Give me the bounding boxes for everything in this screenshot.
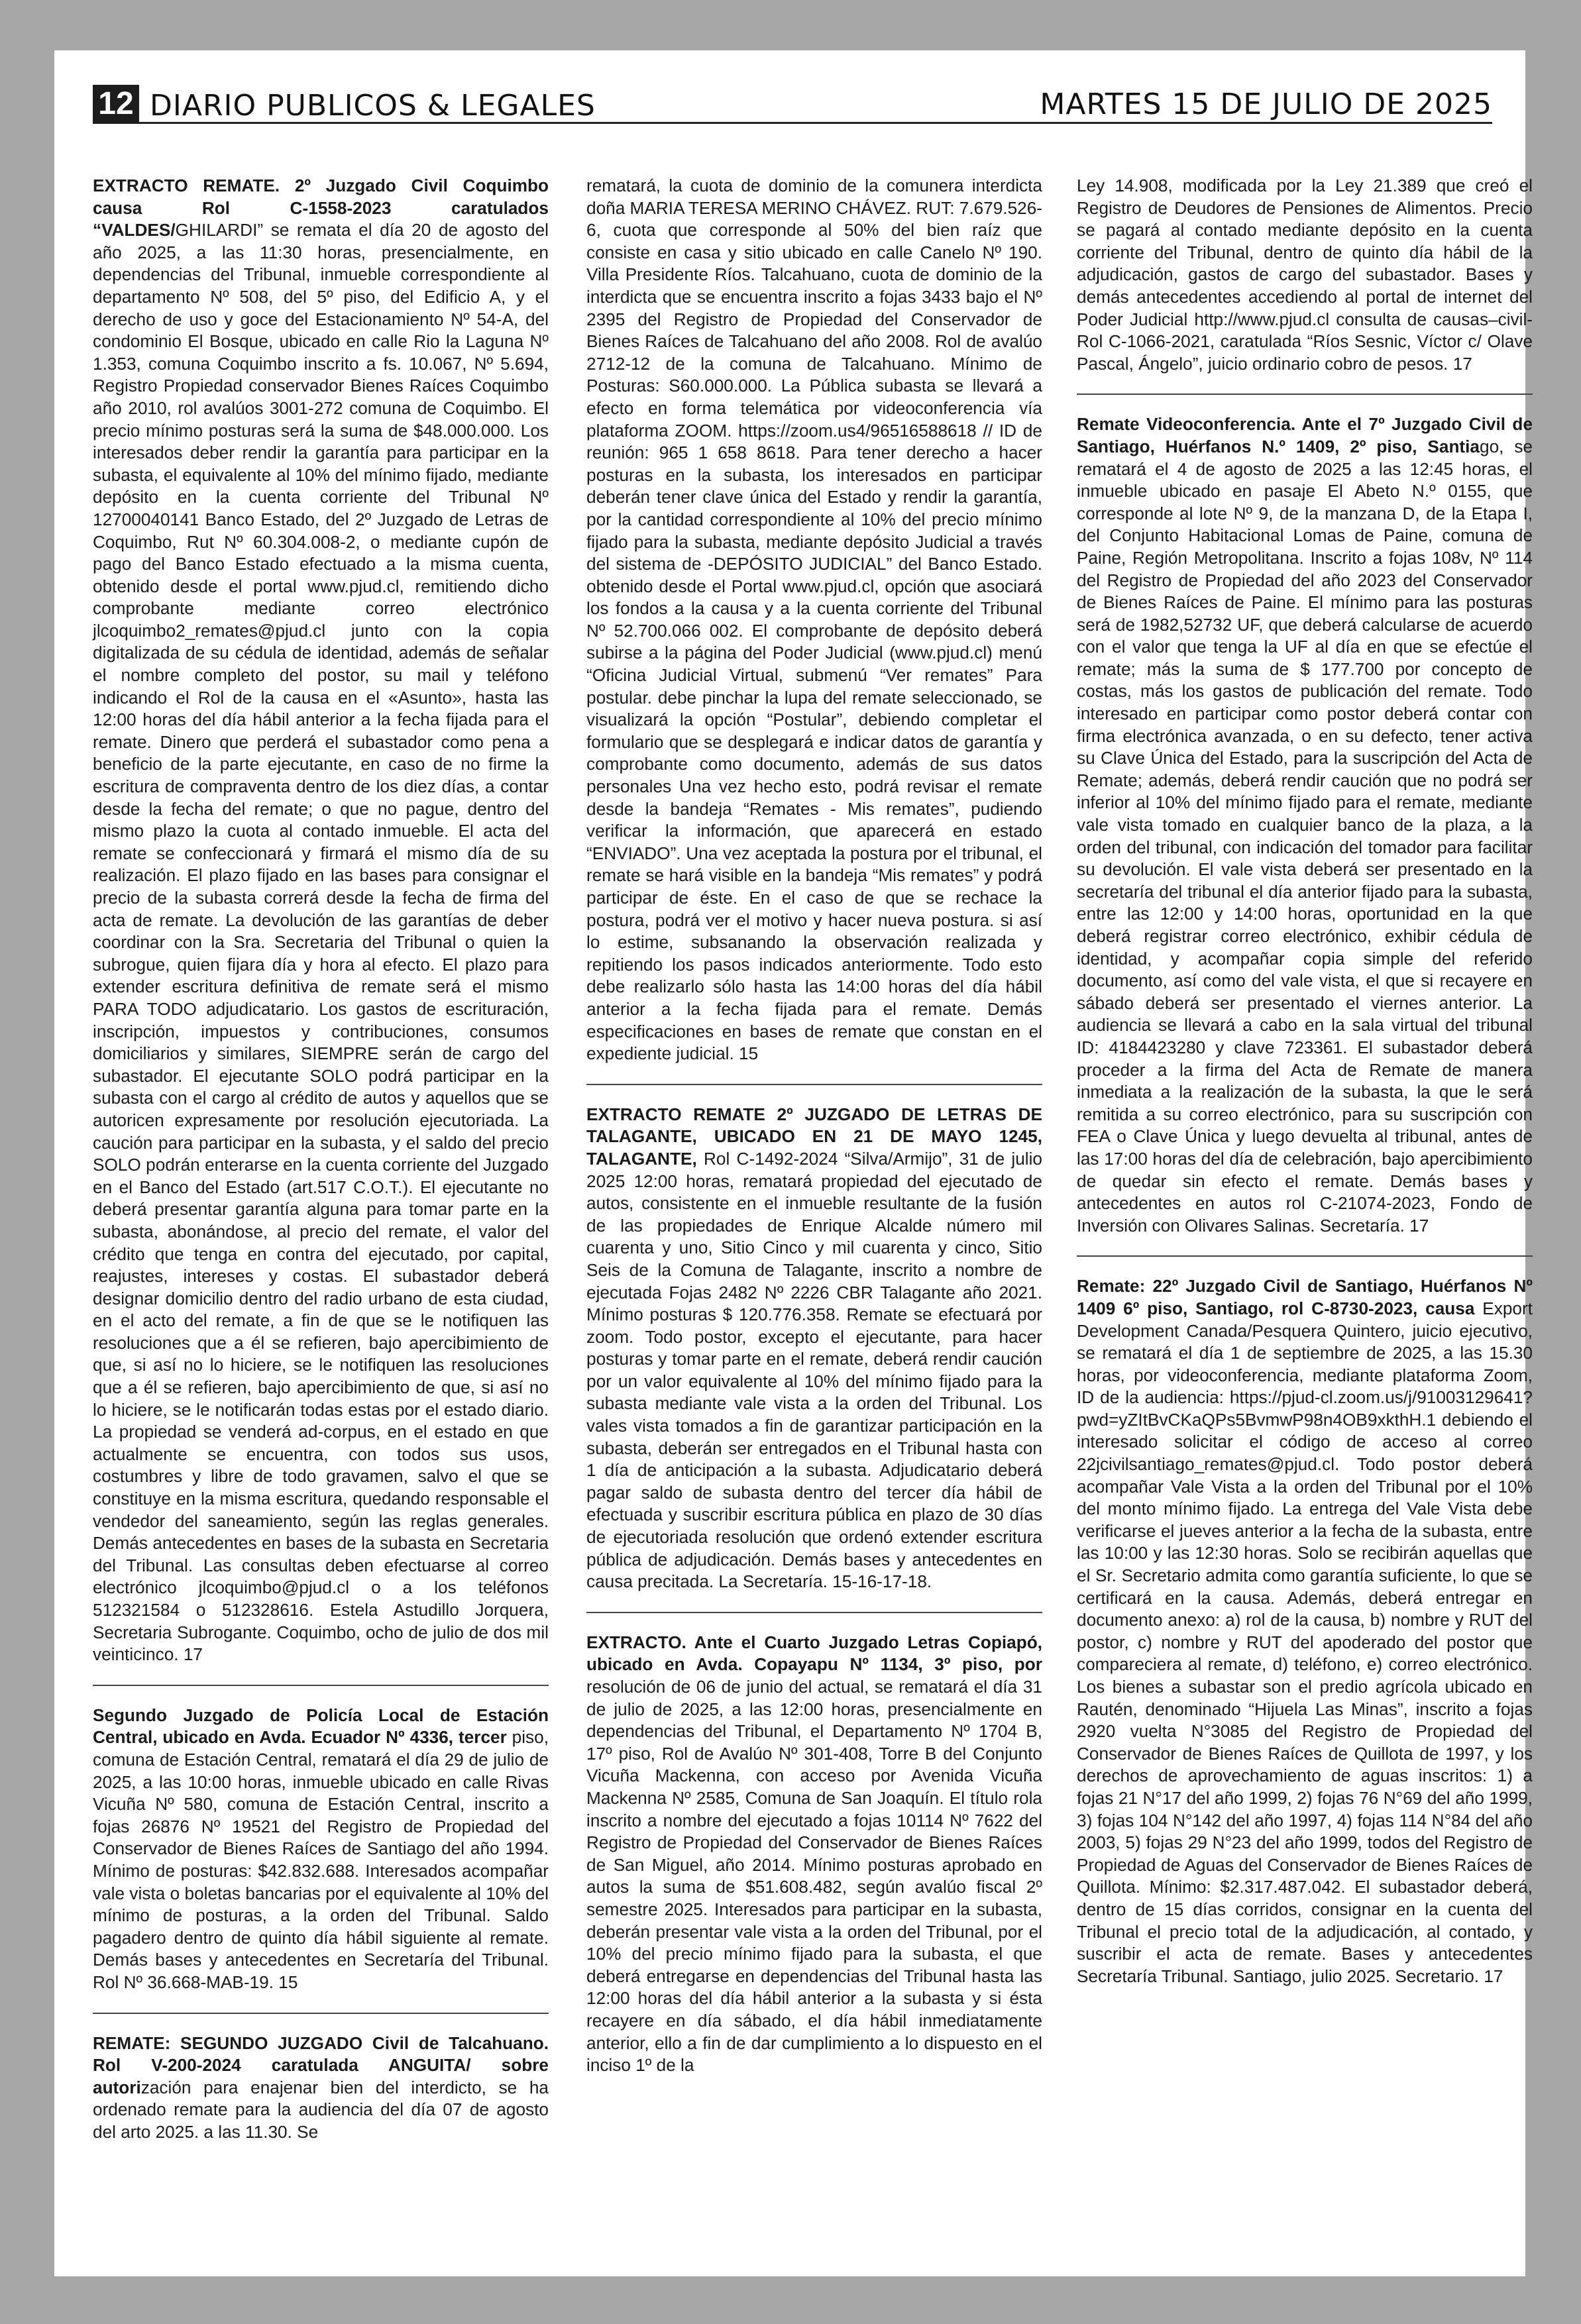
notice-body: Rol C-1492-2024 “Silva/Armijo”, 31 de julio 2025 12:00 horas, rematará propiedad del ejecutado de autos, consistente en el inmueble resultante de la fusión de las propiedades de Enrique Alcalde número mil cuarenta y uno, Sitio Cinco y mil cuarenta y cinco, Sitio Seis de la Comuna de Talagante, inscrito a nombre de ejecutada Fojas 2482 Nº 2226 CBR Talagante año 2021. Mínimo posturas $ 120.776.358. Remate se efectuará por zoom. Todo postor, excepto el ejecutante, para hacer posturas y tomar parte en el remate, deberá rendir caución por un valor equivalente al 10% del mínimo fijado para la subasta mediante vale vista a la orden del Tribunal. Los vales vista tomados a fin de garantizar participación en la subasta, deberán ser entregados en el Tribunal hasta con 1 día de anticipación a la subasta. Adjudicatario deberá pagar saldo de subasta dentro del tercer día hábil de efectuada y suscribir escritura pública en plazo de 30 días de ejecutoriada resolución que ordenó extender escritura pública de adjudicación. Demás bases y antecedentes en causa precitada. La Secretaría. 15-16-17-18. [586,1148,1042,1592]
notice-remate-talcahuano [93,2033,549,2144]
notice-remate-coquimbo [93,175,549,1666]
notice-body: resolución de 06 de junio del actual, se rematará el día 31 de julio de 2025, a las 12:00 horas, presencialmente en dependencias del Tribunal, el Departamento Nº 1704 B, 17º piso, Rol de Avalúo Nº 301-408, Torre B del Conjunto Vicuña Mackenna, con acceso por Avenida Vicuña Mackenna Nº 2585, Comuna de San Joaquín. El título rola inscrito a nombre del ejecutado a fojas 10114 Nº 7622 del Registro de Propiedad del Conservador de Bienes Raíces de San Miguel, año 2014. Mínimo posturas aprobado en autos la suma de $51.608.482, según avalúo fiscal 2º semestre 2025. Interesados para participar en la subasta, deberán presentar vale vista a la orden del Tribunal, por el 10% del precio mínimo fijado para la subasta, el que deberá entregarse en dependencias del Tribunal hasta las 12:00 horas del día hábil anterior a la subasta y si ésta recayere en día sábado, el día hábil inmediatamente anterior, ello a fin de dar cumplimiento a lo dispuesto en el inciso 1º de la [586,1677,1042,2076]
notice-body: rematará, la cuota de dominio de la comunera interdicta doña MARIA TERESA MERINO CHÁVEZ. RUT: 7.679.526-6, cuota que corresponde al 50% del bien raíz que consiste en casa y sitio ubicado en calle Canelo Nº 190. Villa Presidente Ríos. Talcahuano, cuota de dominio de la interdicta que se encuentra inscrito a fojas 3433 bajo el Nº 2395 del Registro de Propiedad del Conservador de Bienes Raíces de Talcahuano del año 2008. Rol de avalúo 2712-12 de la comuna de Talcahuano. Mínimo de Posturas: S60.000.000. La Pública subasta se llevará a efecto en forma telemática por videoconferencia vía plataforma ZOOM. https://zoom.us4/96516588618 // ID de reunión: 965 1 658 8618. Para tener derecho a hacer posturas en la subasta, los interesados en participar deberán tener clave única del Estado y rendir la garantía, por la cantidad correspondiente al 10% del precio mínimo fijado para la subasta, mediante depósito Judicial a través del sistema de -DEPÓSITO JUDICIAL” del Banco Estado. obtenido desde el Portal www.pjud.cl, opción que asociará los fondos a la causa y a la cuenta corriente del Tribunal Nº 52.700.066 002. El comprobante de depósito deberá subirse a la página del Poder Judicial (www.pjud.cl) menú “Oficina Judicial Virtual, submenú “Ver remates” Para postular. debe pinchar la lupa del remate seleccionado, se visualizará la opción “Postular”, debiendo completar el formulario que se desplegará e indicar datos de garantía y comprobante como documento, además de sus datos personales Una vez hecho esto, podrá revisar el remate desde la bandeja “Remates - Mis remates”, pudiendo verificar la información, que aparecerá en estado “ENVIADO”. Una vez aceptada la postura por el tribunal, el remate se hará visible en la bandeja “Mis remates” y podrá participar de éste. En el caso de que se rechace la postura, podrá ver el motivo y hacer nueva postura. si así lo estime, subsanando la observación realizada y repitiendo los pasos indicados anteriormente. Todo esto debe realizarlo sólo hasta las 14:00 horas del día hábil anterior a la fecha fijada para el remate. Demás especificaciones en bases de remate que constan en el expediente judicial. 15 [586,176,1042,1064]
notice-remate-talagante [586,1104,1042,1593]
notice-remate-videoconferencia-7-juzgado [1077,413,1533,1237]
separator [1077,394,1533,395]
separator [93,1685,549,1686]
notice-body: Export Development Canada/Pesquera Quintero, juicio ejecutivo, se rematará el día 1 de septiembre de 2025, a las 15.30 horas, por videoconferencia, mediante plataforma Zoom, ID de la audiencia: https://pjud-cl.zoom.us/j/91003129641?pwd=yZItBvCKaQPs5BvmwP98n4OB9xkthH.1 debiendo el interesado solicitar el código de acceso al correo 22jcivilsantiago_remates@pjud.cl. Todo postor deberá acompañar Vale Vista a la orden del Tribunal por el 10% del monto mínimo fijado. La entrega del Vale Vista debe verificarse el jueves anterior a la fecha de la subasta, entre las 10:00 y las 12:30 horas. Solo se recibirán aquellas que el Sr. Secretario admita como garantía suficiente, lo que se certificará en la causa. Además, deberá entregar en documento anexo: a) rol de la causa, b) nombre y RUT del postor, c) nombre y RUT del apoderado del postor que compareciera al remate, d) teléfono, e) correo electrónico. Los bienes a subastar son el predio agrícola ubicado en Rautén, denominado “Hijuela Las Minas”, inscrito a fojas 2920 vuelta N°3085 del Registro de Propiedad del Conservador de Bienes Raíces de Quillota de 1997, y los derechos de aprovechamiento de aguas inscritos: 1) a fojas 21 N°17 del año 1999, 2) fojas 76 N°69 del año 1999, 3) fojas 104 N°142 del año 1997, 4) fojas 114 N°84 del año 2003, 5) fojas 29 N°23 del año 1999, todos del Registro de Propiedad de Aguas del Conservador de Bienes Raíces de Quillota. Mínimo: $2.317.487.042. El subastador deberá, dentro de 15 días corridos, consignar en la cuenta del Tribunal el precio total de la adjudicación, al contado, y suscribir el acta de remate. Bases y antecedentes Secretaría Tribunal. Santiago, julio 2025. Secretario. 17 [1077,1298,1533,1986]
notice-body: go, se rematará el 4 de agosto de 2025 a las 12:45 horas, el inmueble ubicado en pasaje El Abeto N.º 0155, que corresponde al lote Nº 9, de la manzana D, de la Etapa I, del Conjunto Habitacional Lomas de Paine, comuna de Paine, Región Metropolitana. Inscrito a fojas 108v, Nº 114 del Registro de Propiedad del año 2023 del Conservador de Bienes Raíces de Paine. El mínimo para las posturas será de 1982,52732 UF, que deberá calcularse de acuerdo con el valor que tenga la UF al día en que se efectúe el remate; más la suma de $ 177.700 por concepto de costas, más los gastos de publicación del remate. Todo interesado en participar como postor deberá contar con firma electrónica avanzada, o en su defecto, tener activa su Clave Única del Estado, para la suscripción del Acta de Remate; además, deberá rendir caución que no podrá ser inferior al 10% del mínimo fijado para el remate, mediante vale vista tomado en cualquier banco de la plaza, a la orden del tribunal, con indicación del tomador para facilitar su devolución. El vale vista deberá ser presentado en la secretaría del tribunal el día anterior fijado para la subasta, entre las 12:00 y 14:00 horas, oportunidad en la que deberá registrar correo electrónico, exhibir cédula de identidad, y acompañar copia simple del referido documento, así como del vale vista, el que si recayere en sábado deberá ser presentado el viernes anterior. La audiencia se llevará a cabo en la sala virtual del tribunal ID: 4184423280 y clave 723361. El subastador deberá proceder a la firma del Acta de Remate de manera inmediata a la realización de la subasta, la que le será remitida a su correo electrónico, para su suscripción con FEA o Clave Única y luego devuelta al tribunal, antes de las 17:00 horas del día de celebración, bajo apercibimiento de quedar sin efecto el remate. Demás bases y antecedentes en autos rol C-21074-2023, Fondo de Inversión con Olivares Salinas. Secretaría. 17 [1077,436,1533,1236]
notice-lead: Remate Videoconferencia. Ante el 7º Juzgado Civil de Santiago, Huérfanos N.º 1409, 2º piso, Santia [1077,414,1533,456]
notice-lead: REMATE: SEGUNDO JUZGADO Civil de Talcahuano. Rol V-200-2024 caratulada ANGUITA/ sobre autori [93,2033,549,2097]
notice-remate-22-juzgado [1077,1275,1533,1987]
notice-body: GHILARDI” se remata el día 20 de agosto del año 2025, a las 11:30 horas, presencialmente, en dependencias del Tribunal, inmueble correspondiente al departamento Nº 508, del 5º piso, del Edificio A, y el derecho de uso y goce del Estacionamiento Nº 54-A, del condominio El Bosque, ubicado en calle Rio la Laguna Nº 1.353, comuna Coquimbo inscrito a fs. 10.067, Nº 5.694, Registro Propiedad conservador Bienes Raíces Coquimbo año 2010, rol avalúos 3001-272 comuna de Coquimbo. El precio mínimo posturas será la suma de $48.000.000. Los interesados deber rendir la garantía para participar en la subasta, el equivalente al 10% del mínimo fijado, mediante depósito en la cuenta corriente del Tribunal Nº 12700040141 Banco Estado, del 2º Juzgado de Letras de Coquimbo, Rut Nº 60.304.008-2, o mediante cupón de pago del Banco Estado efectuado a la misma cuenta, obtenido desde el portal www.pjud.cl, remitiendo dicho comprobante mediante correo electrónico jlcoquimbo2_remates@pjud.cl junto con la copia digitalizada de su cédula de identidad, además de señalar el nombre completo del postor, su mail y teléfono indicando el Rol de la causa en el «Asunto», hasta las 12:00 horas del día hábil anterior a la fecha fijada para el remate. Dinero que perderá el subastador como pena a beneficio de la parte ejecutante, en caso de no firme la escritura de compraventa dentro de los diez días, a contar desde la fecha del remate; o que no pague, dentro del mismo plazo la cuota al contado inmueble. El acta del remate se confeccionará y firmará el mismo día de su realización. El plazo fijado en las bases para consignar el precio de la subasta correrá desde la fecha de firma del acta de remate. La devolución de las garantías de deber coordinar con la Sra. Secretaria del Tribunal o quien la subrogue, quien fijara día y hora al efecto. El plazo para extender escritura definitiva de remate será el mismo PARA TODO adjudicatario. Los gastos de escrituración, inscripción, impuestos y contribuciones, consumos domiciliarios y similares, SIEMPRE serán de cargo del subastador. El ejecutante SOLO podrá participar en la subasta con el cargo al crédito de autos y aquellos que se autoricen expresamente por resolución ejecutoriada. La caución para participar en la subasta, y el saldo del precio SOLO podrán enterarse en la cuenta corriente del Juzgado en el Banco del Estado (art.517 C.O.T.). El ejecutante no deberá presentar garantía alguna para tomar parte en la subasta, abonándose, al precio del remate, el valor del crédito que tenga en contra del ejecutado, por capital, reajustes, intereses y costas. El subastador deberá designar domicilio dentro del radio urbano de esta ciudad, en el acto del remate, a fin de que se le notifiquen las resoluciones que a él se refieren, bajo apercibimiento de que, si así no lo hiciere, se le notifiquen las resoluciones que a él se refieren, bajo apercibimiento de que, si así no lo hiciere, se le notificarán todas estas por el estado diario. La propiedad se venderá ad-corpus, en el estado en que actualmente se encuentra, con todos sus usos, costumbres y libre de todo gravamen, salvo el que se constituye en la misma escritura, quedando responsable el vendedor del saneamiento, según las reglas generales. Demás antecedentes en bases de la subasta en Secretaria del Tribunal. Las consultas deben efectuarse al correo electrónico jlcoquimbo@pjud.cl o a los teléfonos 512321584 o 512328616. Estela Astudillo Jorquera, Secretaria Subrogante. Coquimbo, ocho de julio de dos mil veinticinco. 17 [93,220,549,1665]
notice-body: zación para enajenar bien del interdicto, se ha ordenado remate para la audiencia del día 07 de agosto del arto 2025. a las 11.30. Se [93,2077,549,2142]
notice-body: Ley 14.908, modificada por la Ley 21.389 que creó el Registro de Deudores de Pensiones de Alimentos. Precio se pagará al contado mediante depósito en la cuenta corriente del Tribunal, dentro de quinto día hábil de la adjudicación, gastos de cargo del subastador. Bases y demás antecedentes accediendo al portal de internet del Poder Judicial http://www.pjud.cl consulta de causas–civil-Rol C-1066-2021, caratulada “Ríos Sesnic, Víctor c/ Olave Pascal, Ángelo”, juicio ordinario cobro de pesos. 17 [1077,176,1533,374]
separator [93,2013,549,2014]
notice-lead: EXTRACTO REMATE. 2º Juzgado Civil Coquimbo causa Rol C-1558-2023 caratulados “VALDES/ [93,176,549,240]
column-3 [1077,175,1533,1987]
notice-lead: Segundo Juzgado de Policía Local de Estación Central, ubicado en Avda. Ecuador Nº 4336, tercer [93,1705,549,1748]
page-number: 12 [93,85,139,123]
separator [586,1084,1042,1085]
columns [93,175,1533,2262]
notice-lead: Remate: 22º Juzgado Civil de Santiago, Huérfanos Nº 1409 6º piso, Santiago, rol C-8730-2023, causa [1077,1276,1533,1318]
page-header [93,85,1492,124]
notice-extracto-copiapo-continued [1077,175,1533,375]
notice-extracto-copiapo [586,1632,1042,2077]
notice-body: piso, comuna de Estación Central, rematará el día 29 de julio de 2025, a las 10:00 horas, inmueble ubicado en calle Rivas Vicuña Nº 580, comuna de Estación Central, inscrito a fojas 26876 Nº 19521 del Registro de Propiedad del Conservador de Bienes Raíces de Santiago del año 1994. Mínimo de posturas: $42.832.688. Interesados acompañar vale vista o boletas bancarias por el equivalente al 10% del mínimo de posturas, a la orden del Tribunal. Saldo pagadero dentro de quinto día hábil siguiente al remate. Demás bases y antecedentes en Secretaría del Tribunal. Rol Nº 36.668-MAB-19. 15 [93,1727,549,1992]
notice-policia-local-estacion-central [93,1705,549,1994]
column-2 [586,175,1042,2077]
notice-lead: EXTRACTO. Ante el Cuarto Juzgado Letras Copiapó, ubicado en Avda. Copayapu Nº 1134, 3º piso, por [586,1632,1042,1675]
notice-remate-talcahuano-continued [586,175,1042,1065]
column-1 [93,175,549,2143]
newspaper-page [54,50,1533,2276]
publication-name: DIARIO PUBLICOS & LEGALES [150,89,596,123]
separator [1077,1255,1533,1257]
issue-date: MARTES 15 DE JULIO DE 2025 [1040,87,1492,121]
separator [586,1612,1042,1613]
notice-lead: EXTRACTO REMATE 2º JUZGADO DE LETRAS DE TALAGANTE, UBICADO EN 21 DE MAYO 1245, TALAGANTE, [586,1104,1042,1169]
